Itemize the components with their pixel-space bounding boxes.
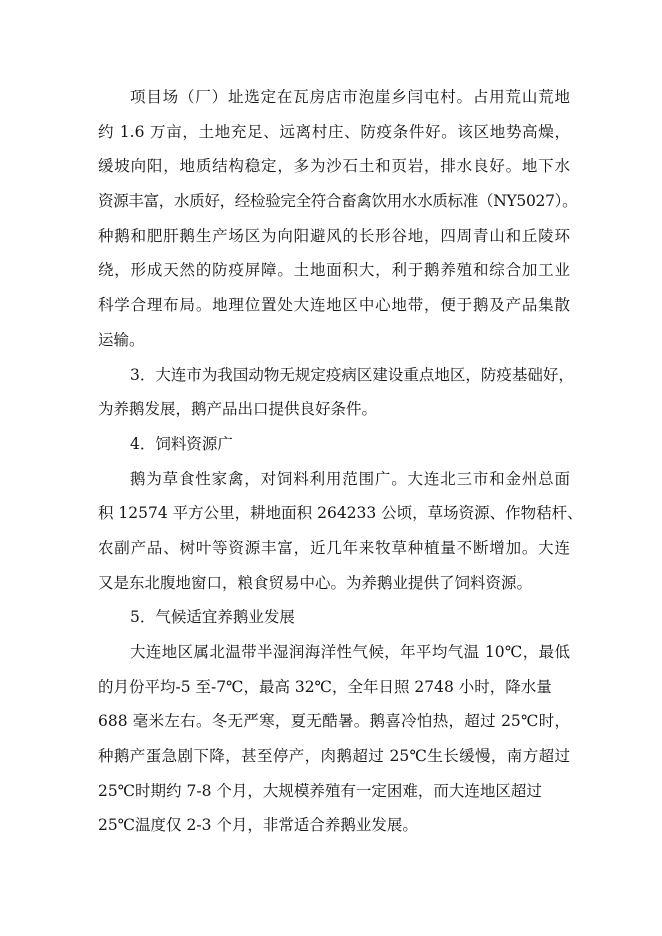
text-line: 绕，形成天然的防疫屏障。土地面积大，利于鹅养殖和综合加工业 (98, 261, 570, 280)
section-heading-climate (98, 600, 570, 635)
paragraph-climate (98, 635, 570, 843)
text-line: 鹅为草食性家禽，对饲料利用范围广。大连北三市和金州总面 (130, 469, 570, 488)
text-line: 688 毫米左右。冬无严寒，夏无酷暑。鹅喜冷怕热，超过 25℃时， (98, 712, 570, 731)
text-line: 积 12574 平方公里，耕地面积 264233 公顷，草场资源、作物秸杆、 (98, 504, 583, 523)
text-line: 种鹅产蛋急剧下降，甚至停产，肉鹅超过 25℃生长缓慢，南方超过 (98, 747, 570, 766)
paragraph-site-selection (98, 80, 578, 358)
paragraph-feed-resources (98, 462, 583, 601)
text-line: 25℃时期约 7-8 个月，大规模养殖有一定困难，而大连地区超过 (98, 781, 542, 800)
section-heading: 5．气候适宜养鹅业发展 (130, 608, 295, 627)
text-line: 25℃温度仅 2-3 个月，非常适合养鹅业发展。 (98, 816, 418, 835)
text-line: 为养鹅发展，鹅产品出口提供良好条件。 (98, 400, 378, 419)
text-line: 缓坡向阳，地质结构稳定，多为沙石土和页岩，排水良好。地下水 (98, 157, 570, 176)
text-line: 又是东北腹地窗口，粮食贸易中心。为养鹅业提供了饲料资源。 (98, 573, 533, 592)
text-line: 的月份平均-5 至-7℃，最高 32℃，全年日照 2748 小时，降水量 (98, 677, 552, 696)
text-line: 运输。 (98, 330, 145, 349)
text-line: 大连地区属北温带半湿润海洋性气候，年平均气温 10℃，最低 (130, 643, 570, 661)
text-line: 资源丰富，水质好，经检验完全符合畜禽饮用水水质标准（NY5027）。 (98, 192, 578, 211)
text-line: 约 1.6 万亩，土地充足、远离村庄、防疫条件好。该区地势高燥， (98, 122, 570, 141)
text-line: 3．大连市为我国动物无规定疫病区建设重点地区，防疫基础好， (130, 365, 574, 384)
document-body (98, 80, 583, 843)
text-line: 农副产品、树叶等资源丰富，近几年来牧草种植量不断增加。大连 (98, 538, 570, 557)
section-heading-feed-resources (98, 427, 570, 462)
paragraph-disease-free-zone (98, 358, 574, 427)
text-line: 种鹅和肥肝鹅生产场区为向阳避风的长形谷地，四周青山和丘陵环 (98, 226, 570, 245)
text-line: 科学合理布局。地理位置处大连地区中心地带，便于鹅及产品集散 (98, 296, 570, 315)
text-line: 项目场（厂）址选定在瓦房店市泡崖乡闫屯村。占用荒山荒地 (130, 88, 570, 106)
section-heading: 4．饲料资源广 (130, 434, 233, 453)
